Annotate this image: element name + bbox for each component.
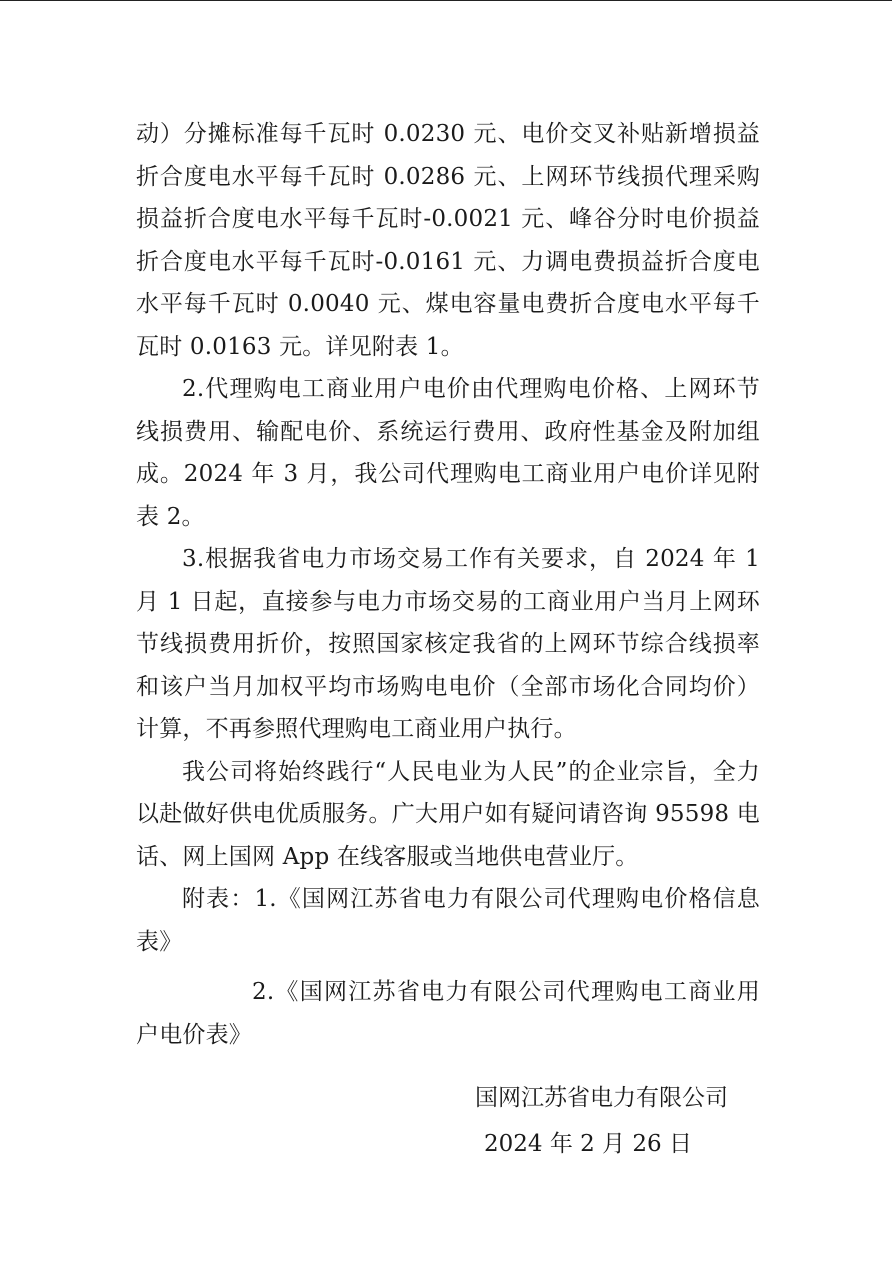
signature-organization: 国网江苏省电力有限公司 — [475, 1085, 728, 1111]
paragraph-market-trading-rules: 3.根据我省电力市场交易工作有关要求，自 2024 年 1 月 1 日起，直接参与电力市场交易的工商业用户当月上网环节线损费用折价，按照国家核定我省的上网环节综合线损率和该户当月加权平均市场购电电价（全部市场化合同均价）计算，不再参照代理购电工商业用户执行。 — [136, 546, 760, 742]
paragraph-service-commitment: 我公司将始终践行“人民电业为人民”的企业宗旨，全力以赴做好供电优质服务。广大用户如有疑问请咨询 95598 电话、网上国网 App 在线客服或当地供电营业厅。 — [136, 758, 760, 870]
attachment-1: 附表：1.《国网江苏省电力有限公司代理购电价格信息表》 — [136, 886, 760, 955]
signature-block — [428, 1075, 728, 1167]
document-body — [136, 113, 760, 1056]
paragraph-user-price-composition: 2.代理购电工商业用户电价由代理购电价格、上网环节线损费用、输配电价、系统运行费用、政府性基金及附加组成。2024 年 3 月，我公司代理购电工商业用户电价详见附表 2。 — [136, 376, 760, 530]
paragraph-price-breakdown: 动）分摊标准每千瓦时 0.0230 元、电价交叉补贴新增损益折合度电水平每千瓦时 0.0286 元、上网环节线损代理采购损益折合度电水平每千瓦时-0.0021 元、峰谷分时电价损益折合度电水平每千瓦时-0.0161 元、力调电费损益折合度电水平每千瓦时 0.0040 元、煤电容量电费折合度电水平每千瓦时 0.0163 元。详见附表 1。 — [136, 121, 760, 360]
signature-date: 2024 年 2 月 26 日 — [484, 1131, 692, 1157]
attachment-2: 2.《国网江苏省电力有限公司代理购电工商业用户电价表》 — [136, 979, 760, 1048]
